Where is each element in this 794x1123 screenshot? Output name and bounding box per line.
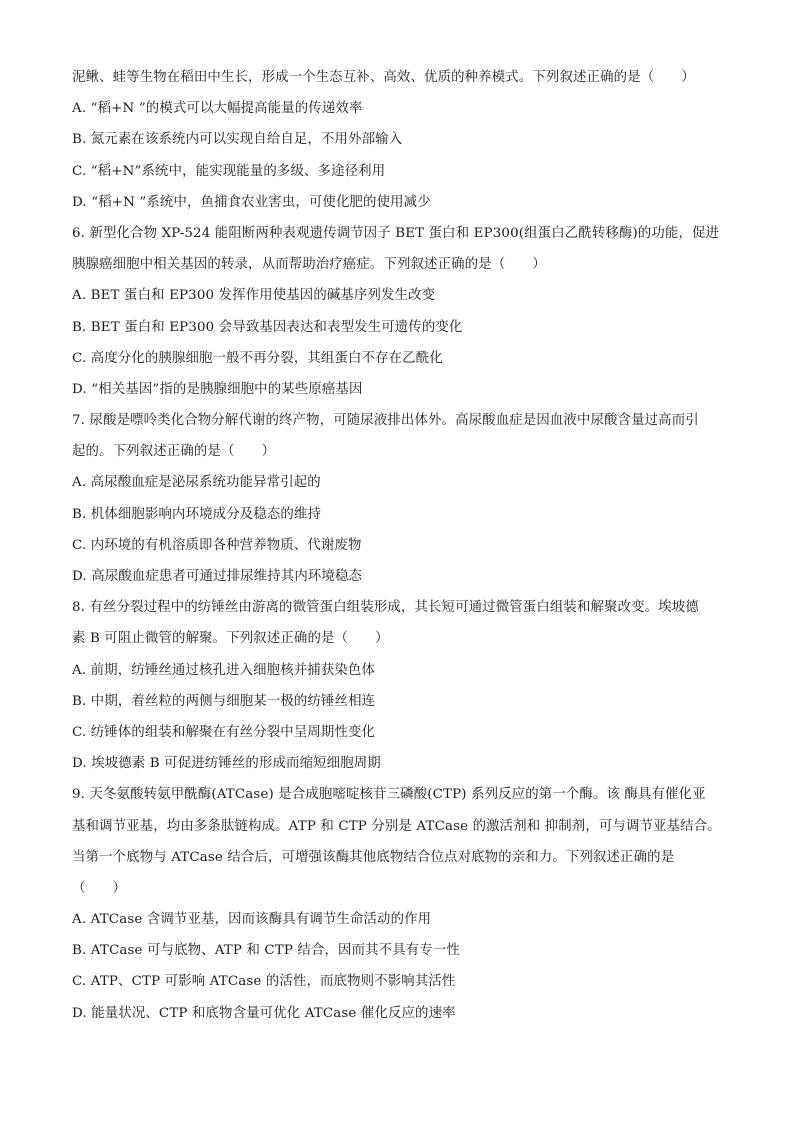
q7-stem-line-1: 7. 尿酸是嘌呤类化合物分解代谢的终产物，可随尿液排出体外。高尿酸血症是因血液中尿酸含量过高而引 bbox=[72, 413, 699, 429]
q5-option-c: C. “稻+N”系统中，能实现能量的多级、多途径利用 bbox=[72, 163, 386, 179]
q9-option-a: A. ATCase 含调节亚基，因而该酶具有调节生命活动的作用 bbox=[72, 912, 432, 928]
q7-stem-line-2: 起的。下列叙述正确的是（ ） bbox=[72, 444, 276, 460]
q8-option-a: A. 前期，纺锤丝通过核孔进入细胞核并捕获染色体 bbox=[72, 662, 375, 678]
question-6 bbox=[72, 218, 724, 405]
q7-option-a: A. 高尿酸血症是泌尿系统功能异常引起的 bbox=[72, 475, 321, 491]
question-7 bbox=[72, 405, 724, 592]
q9-stem-line-4: （ ） bbox=[72, 880, 127, 896]
q9-option-d: D. 能量状况、CTP 和底物含量可优化 ATCase 催化反应的速率 bbox=[72, 1005, 456, 1021]
q6-stem-line-1: 6. 新型化合物 XP-524 能阻断两种表观遗传调节因子 BET 蛋白和 EP300(组蛋白乙酰转移酶)的功能，促进 bbox=[72, 225, 720, 241]
q5-option-b: B. 氮元素在该系统内可以实现自给自足，不用外部输入 bbox=[72, 132, 403, 148]
q9-stem-line-2: 基和调节亚基，均由多条肽链构成。ATP 和 CTP 分别是 ATCase 的激活剂和 抑制剂，可与调节亚基结合。 bbox=[72, 818, 721, 834]
q6-stem-line-2: 胰腺癌细胞中相关基因的转录，从而帮助治疗癌症。下列叙述正确的是（ ） bbox=[72, 257, 546, 273]
q6-option-a: A. BET 蛋白和 EP300 发挥作用使基因的碱基序列发生改变 bbox=[72, 288, 436, 304]
q5-option-a: A. “稻+N ”的模式可以大幅提高能量的传递效率 bbox=[72, 101, 363, 117]
q9-stem-line-3: 当第一个底物与 ATCase 结合后，可增强该酶其他底物结合位点对底物的亲和力。下列叙述正确的是 bbox=[72, 849, 675, 865]
q7-option-c: C. 内环境的有机溶质即各种营养物质、代谢废物 bbox=[72, 537, 362, 553]
q6-option-d: D. “相关基因”指的是胰腺细胞中的某些原癌基因 bbox=[72, 381, 363, 397]
q9-option-c: C. ATP、CTP 可影响 ATCase 的活性，而底物则不影响其活性 bbox=[72, 974, 456, 990]
q5-option-d: D. “稻+N ”系统中，鱼捕食农业害虫，可使化肥的使用减少 bbox=[72, 194, 431, 210]
q8-option-d: D. 埃坡德素 B 可促进纺锤丝的形成而缩短细胞周期 bbox=[72, 756, 381, 772]
q8-stem-line-2: 素 B 可阻止微管的解聚。下列叙述正确的是（ ） bbox=[72, 631, 389, 647]
document-page bbox=[72, 62, 724, 1029]
q5-stem-line: 泥鳅、蛙等生物在稻田中生长，形成一个生态互补、高效、优质的种养模式。下列叙述正确的是（ ） bbox=[72, 70, 695, 85]
q7-option-b: B. 机体细胞影响内环境成分及稳态的维持 bbox=[72, 506, 321, 522]
question-9 bbox=[72, 779, 724, 1029]
q8-option-b: B. 中期，着丝粒的两侧与细胞某一极的纺锤丝相连 bbox=[72, 693, 376, 709]
q8-stem-line-1: 8. 有丝分裂过程中的纺锤丝由游离的微管蛋白组装形成，其长短可通过微管蛋白组装和解聚改变。埃坡德 bbox=[72, 600, 699, 616]
q7-option-d: D. 高尿酸血症患者可通过排尿维持其内环境稳态 bbox=[72, 569, 363, 584]
q9-stem-line-1: 9. 天冬氨酸转氨甲酰酶(ATCase) 是合成胞嘧啶核苷三磷酸(CTP) 系列反应的第一个酶。该 酶具有催化亚 bbox=[72, 787, 706, 803]
q9-option-b: B. ATCase 可与底物、ATP 和 CTP 结合，因而其不具有专一性 bbox=[72, 943, 460, 959]
question-8 bbox=[72, 592, 724, 779]
q6-option-c: C. 高度分化的胰腺细胞一般不再分裂，其组蛋白不存在乙酰化 bbox=[72, 350, 443, 366]
q8-option-c: C. 纺锤体的组装和解聚在有丝分裂中呈周期性变化 bbox=[72, 724, 376, 740]
q6-option-b: B. BET 蛋白和 EP300 会导致基因表达和表型发生可遗传的变化 bbox=[72, 319, 463, 335]
